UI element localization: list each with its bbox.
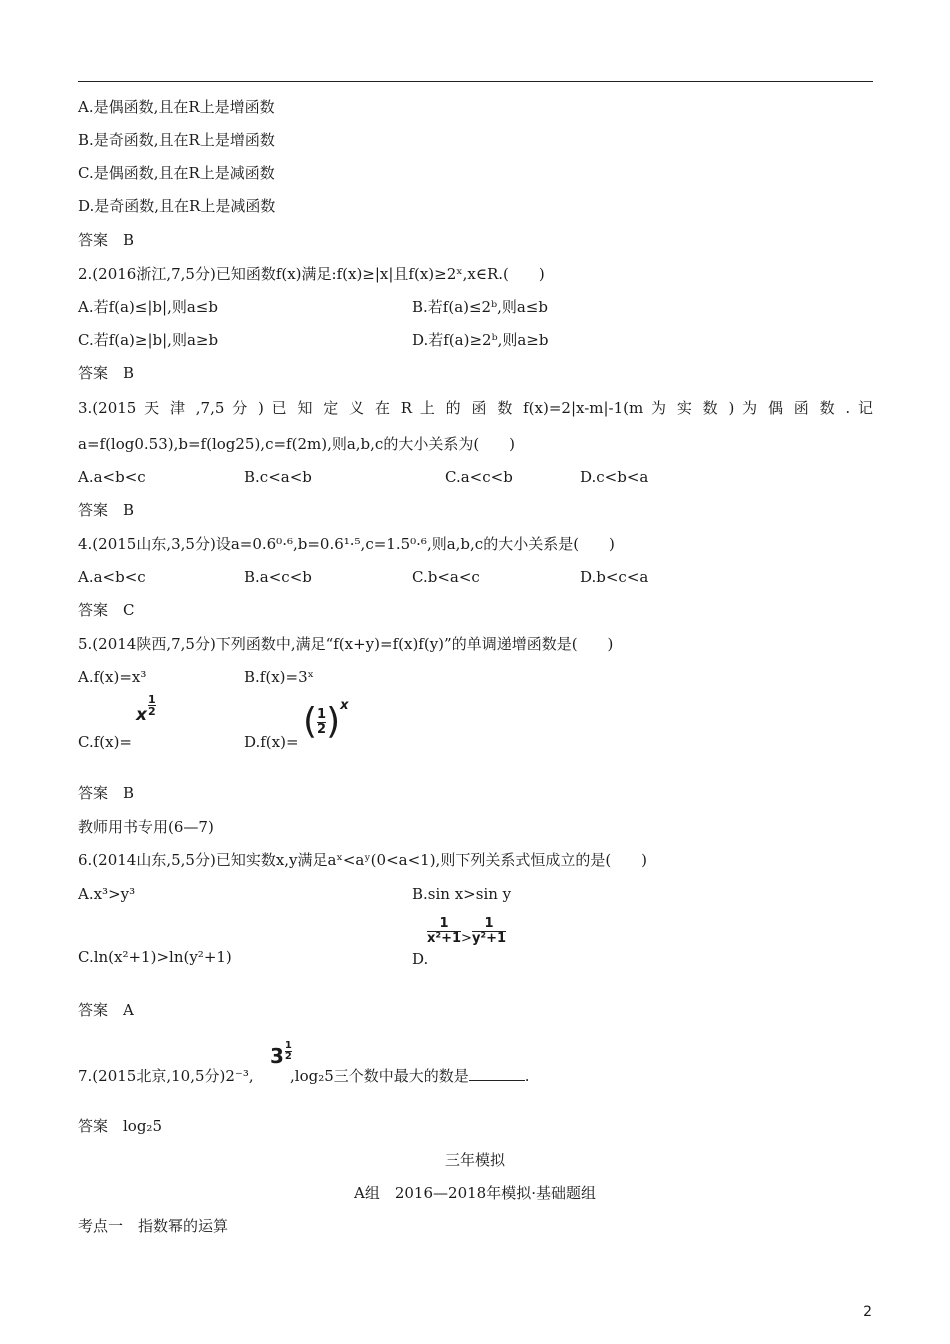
q5-stem: 5.(2014陕西,7,5分)下列函数中,满足“f(x+y)=f(x)f(y)”的单调递增函数是( ) (78, 635, 614, 653)
q1-option-c: C.是偶函数,且在R上是减函数 (78, 164, 275, 182)
q6-option-a: A.x³>y³ (78, 885, 136, 903)
q3-option-a: A.a<b<c (78, 468, 146, 486)
q5-option-a: A.f(x)=x³ (78, 668, 147, 686)
q2-option-a: A.若f(a)≤|b|,则a≤b (78, 298, 218, 316)
q6-stem: 6.(2014山东,5,5分)已知实数x,y满足aˣ<aʸ(0<a<1),则下列关系式恒成立的是( ) (78, 851, 648, 869)
q6-answer: 答案 A (78, 1001, 134, 1019)
q6-option-c: C.ln(x²+1)>ln(y²+1) (78, 948, 232, 966)
topic-heading: 考点一 指数幂的运算 (78, 1217, 229, 1235)
section-title: 三年模拟 (444, 1151, 505, 1169)
q5-option-c-formula: x $\frac{1}{2}$ (136, 693, 156, 725)
q6-option-b: B.sin x>sin y (412, 885, 512, 903)
q3-option-c: C.a<c<b (445, 468, 513, 486)
q5-option-c: C.f(x)= (78, 733, 132, 751)
q4-stem: 4.(2015山东,3,5分)设a=0.6⁰·⁶,b=0.6¹·⁵,c=1.5⁰·⁶,则a,b,c的大小关系是( ) (78, 535, 615, 553)
q1-option-b: B.是奇函数,且在R上是增函数 (78, 131, 275, 149)
q2-option-b: B.若f(a)≤2ᵇ,则a≤b (412, 298, 548, 316)
q6-option-d: D. (412, 950, 429, 968)
q2-option-d: D.若f(a)≥2ᵇ,则a≥b (412, 331, 549, 349)
q4-option-a: A.a<b<c (78, 568, 146, 586)
q7-stem-part2 (290, 1066, 530, 1086)
q1-answer: 答案 B (78, 231, 135, 249)
q1-option-d: D.是奇函数,且在R上是减函数 (78, 197, 276, 215)
q4-answer: 答案 C (78, 601, 135, 619)
q4-option-c: C.b<a<c (412, 568, 480, 586)
q5-answer: 答案 B (78, 784, 135, 802)
page-number: 2 (863, 1304, 872, 1320)
q3-option-d: D.c<b<a (580, 468, 649, 486)
q2-option-c: C.若f(a)≥|b|,则a≥b (78, 331, 219, 349)
header-rule (78, 81, 873, 82)
q7-stem-end: . (524, 1067, 530, 1085)
q7-stem-part1: 7.(2015北京,10,5分)2⁻³, (78, 1067, 254, 1085)
q5-option-b: B.f(x)=3ˣ (244, 668, 314, 686)
q4-option-b: B.a<c<b (244, 568, 312, 586)
q1-option-a: A.是偶函数,且在R上是增函数 (78, 98, 275, 116)
q2-answer: 答案 B (78, 364, 135, 382)
q7-answer: 答案 log₂5 (78, 1117, 162, 1135)
q5-option-d-formula: ( $\frac{1}{2}$ )x (303, 697, 349, 742)
q6-option-d-formula: $\frac{1}{\text{x²+1}}$ > $\frac{1}{\text{y²+1}}$ (427, 916, 507, 946)
section-subtitle: A组 2016—2018年模拟·基础题组 (354, 1184, 596, 1202)
q4-option-d: D.b<c<a (580, 568, 649, 586)
q3-option-b: B.c<a<b (244, 468, 312, 486)
q2-stem: 2.(2016浙江,7,5分)已知函数f(x)满足:f(x)≥|x|且f(x)≥2ˣ,x∈R.( ) (78, 265, 545, 283)
q3-stem-line2: a=f(log0.53),b=f(log25),c=f(2m),则a,b,c的大小关系为( ) (78, 435, 516, 453)
q5-option-d: D.f(x)= (244, 733, 299, 751)
teacher-note: 教师用书专用(6—7) (78, 818, 214, 836)
q7-stem-text: ,log₂5三个数中最大的数是 (290, 1067, 469, 1085)
q3-answer: 答案 B (78, 501, 135, 519)
q3-stem-line1: 3.(2015 天 津 ,7,5 分 ) 已 知 定 义 在 R 上 的 函 数 f(x)=2|x-m|-1(m 为 实 数 ) 为 偶 函 数 . 记 (78, 399, 873, 417)
q7-answer-blank (469, 1066, 525, 1081)
q7-three-power-half: 3 $\frac{1}{2}$ (270, 1040, 292, 1068)
